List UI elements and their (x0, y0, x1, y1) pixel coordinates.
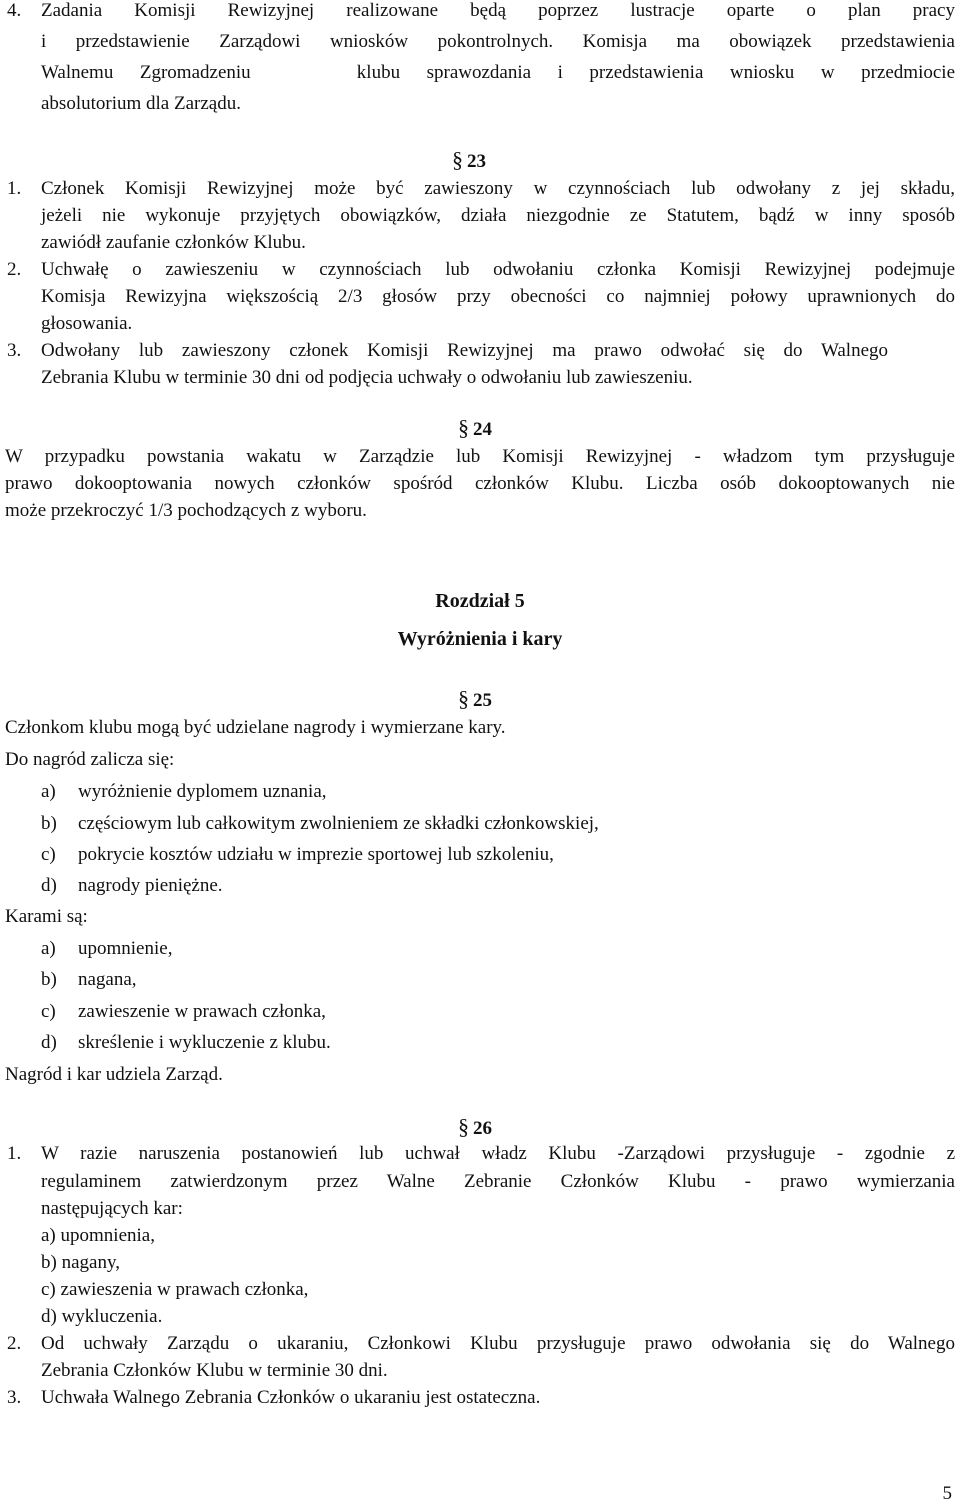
chapter-title: Rozdział 5 (435, 590, 525, 612)
paragraph-line: Uchwałę o zawieszeniu w czynnościach lub odwołaniu członka Komisji Rewizyjnej podejmuje (41, 259, 955, 280)
section-symbol: § (458, 415, 469, 440)
list-label: Karami są: (5, 906, 88, 927)
paragraph-line: Komisja Rewizyjna większością 2/3 głosów przy obecności co najmniej połowy uprawnionych do (41, 286, 955, 307)
list-letter: a) (41, 938, 56, 959)
list-item: nagrody pieniężne. (78, 875, 223, 896)
item-number: 4. (7, 0, 22, 21)
page-number: 5 (942, 1483, 952, 1504)
section-heading-23 (452, 147, 486, 173)
list-item: częściowym lub całkowitym zwolnieniem ze składki członkowskiej, (78, 813, 599, 834)
list-item: wyróżnienie dyplomem uznania, (78, 781, 327, 802)
list-letter: a) (41, 781, 56, 802)
paragraph-line: W razie naruszenia postanowień lub uchwał władz Klubu -Zarządowi przysługuje - zgodnie z (41, 1143, 955, 1164)
paragraph-line: W przypadku powstania wakatu w Zarządzie lub Komisji Rewizyjnej - władzom tym przysługuje (5, 446, 955, 467)
list-item: upomnienie, (78, 938, 173, 959)
paragraph-line: Odwołany lub zawieszony członek Komisji Rewizyjnej ma prawo odwołać się do Walnego (41, 340, 888, 361)
section-heading-25 (458, 686, 492, 712)
chapter-subtitle: Wyróżnienia i kary (397, 628, 563, 650)
list-item: d) wykluczenia. (41, 1306, 163, 1327)
paragraph-line: głosowania. (41, 313, 133, 334)
section-symbol: § (452, 147, 463, 172)
section-number: 24 (473, 419, 492, 440)
list-item: a) upomnienia, (41, 1225, 155, 1246)
section-number: 25 (473, 690, 492, 711)
list-letter: c) (41, 1001, 56, 1022)
section-heading-24 (458, 415, 492, 441)
section-symbol: § (458, 1114, 469, 1139)
paragraph-line: Uchwała Walnego Zebrania Członków o ukaraniu jest ostateczna. (41, 1387, 541, 1408)
paragraph-line: zawiódł zaufanie członków Klubu. (41, 232, 306, 253)
section-number: 26 (473, 1118, 492, 1139)
paragraph-line: prawo dokooptowania nowych członków spośród członków Klubu. Liczba osób dokooptowanych nie (5, 473, 955, 494)
list-item: zawieszenie w prawach członka, (78, 1001, 326, 1022)
section-symbol: § (458, 686, 469, 711)
item-number: 2. (7, 259, 22, 280)
paragraph-line: następujących kar: (41, 1198, 183, 1219)
paragraph-line: Zebrania Klubu w terminie 30 dni od podjęcia uchwały o odwołaniu lub zawieszeniu. (41, 367, 693, 388)
item-number: 1. (7, 1143, 22, 1164)
list-item: nagana, (78, 969, 137, 990)
paragraph-line: może przekroczyć 1/3 pochodzących z wyboru. (5, 500, 367, 521)
section-number: 23 (467, 151, 486, 172)
paragraph-line: Nagród i kar udziela Zarząd. (5, 1064, 223, 1085)
paragraph-line: Zadania Komisji Rewizyjnej realizowane będą poprzez lustracje oparte o plan pracy (41, 0, 955, 21)
paragraph-line: Od uchwały Zarządu o ukaraniu, Członkowi Klubu przysługuje prawo odwołania się do Walnego (41, 1333, 955, 1354)
item-number: 3. (7, 1387, 22, 1408)
list-letter: b) (41, 969, 57, 990)
list-item: c) zawieszenia w prawach członka, (41, 1279, 309, 1300)
paragraph-line: i przedstawienie Zarządowi wniosków pokontrolnych. Komisja ma obowiązek przedstawienia (41, 31, 955, 52)
list-letter: c) (41, 844, 56, 865)
list-letter: d) (41, 1032, 57, 1053)
paragraph-line: regulaminem zatwierdzonym przez Walne Zebranie Członków Klubu - prawo wymierzania (41, 1171, 955, 1192)
paragraph-line: jeżeli nie wykonuje przyjętych obowiązków, działa niezgodnie ze Statutem, bądź w inny sposób (41, 205, 955, 226)
paragraph-line: Zebrania Członków Klubu w terminie 30 dni. (41, 1360, 388, 1381)
item-number: 1. (7, 178, 22, 199)
paragraph-line: Członek Komisji Rewizyjnej może być zawieszony w czynnościach lub odwołany z jej składu, (41, 178, 955, 199)
item-number: 2. (7, 1333, 22, 1354)
item-number: 3. (7, 340, 22, 361)
list-item: pokrycie kosztów udziału w imprezie sportowej lub szkoleniu, (78, 844, 554, 865)
list-item: b) nagany, (41, 1252, 120, 1273)
paragraph-line: Walnemu Zgromadzeniu klubu sprawozdania i przedstawienia wniosku w przedmiocie (41, 62, 955, 83)
list-label: Do nagród zalicza się: (5, 749, 175, 770)
paragraph-line: absolutorium dla Zarządu. (41, 93, 241, 114)
list-letter: d) (41, 875, 57, 896)
section-heading-26 (458, 1114, 492, 1140)
list-item: skreślenie i wykluczenie z klubu. (78, 1032, 331, 1053)
paragraph-line: Członkom klubu mogą być udzielane nagrody i wymierzane kary. (5, 717, 506, 738)
list-letter: b) (41, 813, 57, 834)
